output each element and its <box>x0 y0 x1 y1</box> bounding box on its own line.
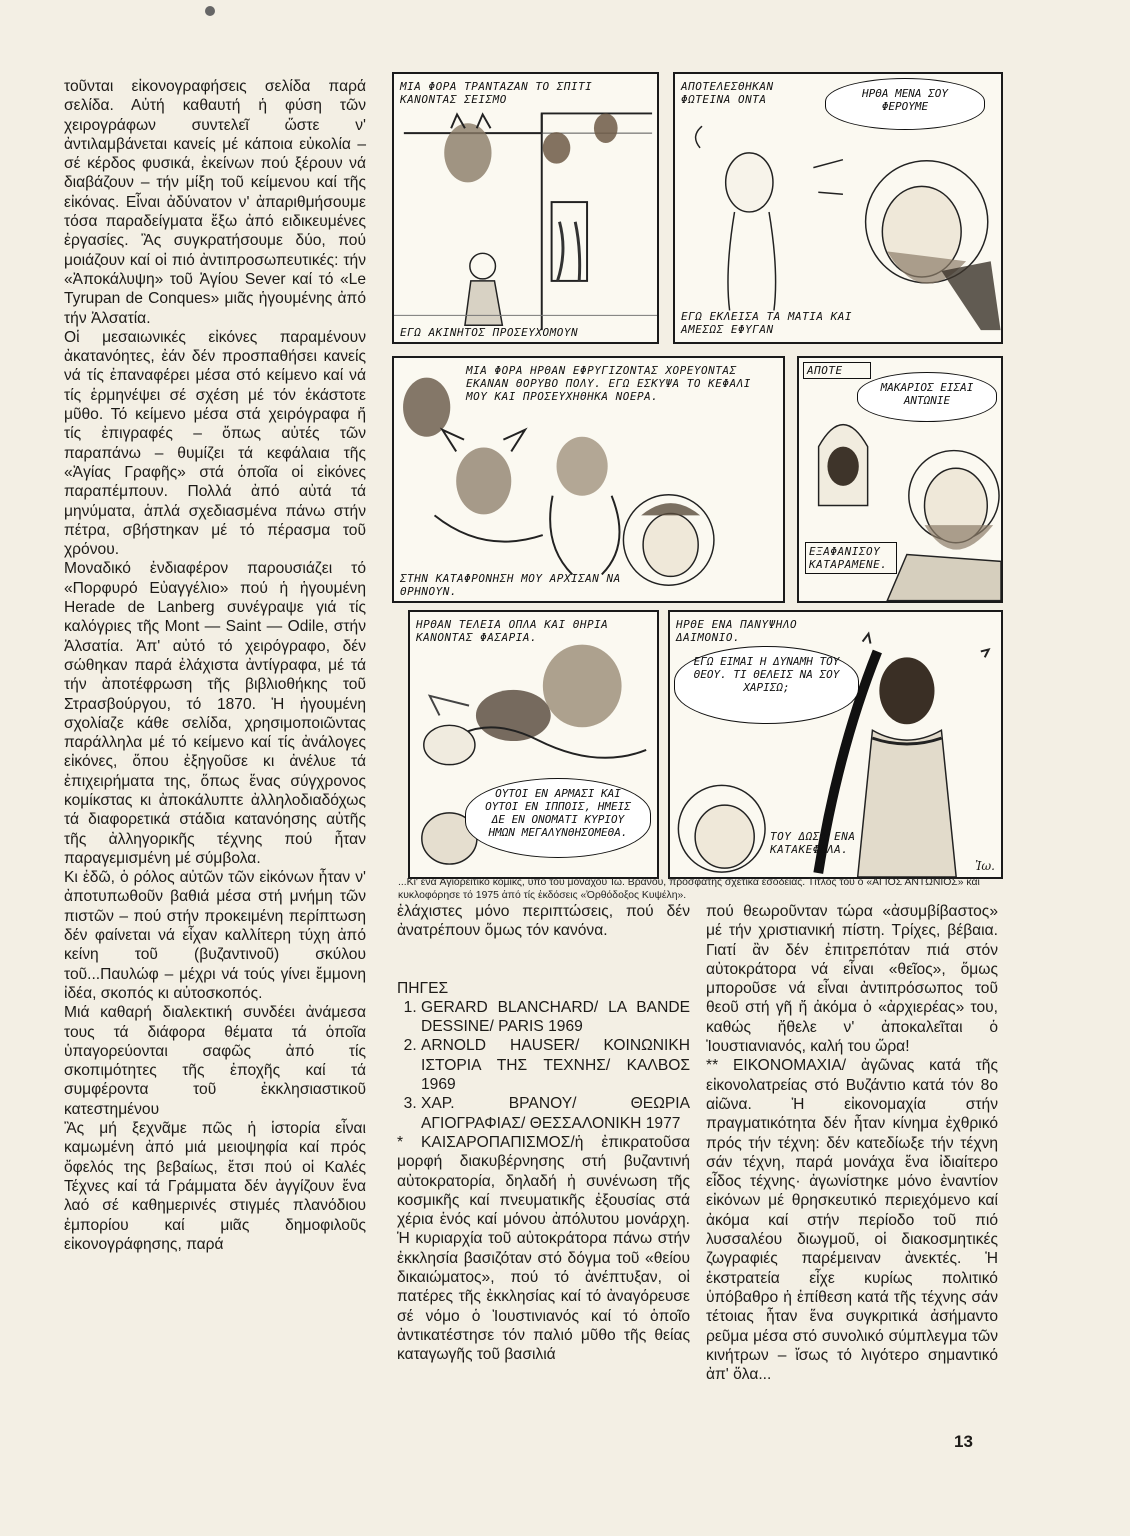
source-item: 1. GERARD BLANCHARD/ LA BANDE DESSINE/ PARIS 1969 <box>421 998 690 1037</box>
speech-bubble: ΕΓΩ ΕΙΜΑΙ Η ΔΥΝΑΜΗ ΤΟΥ ΘΕΟΥ. ΤΙ ΘΕΛΕΙΣ ΝΑ ΣΟΥ ΧΑΡΙΣΩ; <box>674 646 859 724</box>
panel-caption-top: ΜΙΑ ΦΟΡΑ ΗΡΘΑΝ ΕΦΡΥΓΙΖΟΝΤΑΣ ΧΟΡΕΥΟΝΤΑΣ ΕΚΑΝΑΝ ΘΟΡΥΒΟ ΠΟΛΥ. ΕΓΩ ΕΣΚΥΨΑ ΤΟ ΚΕΦΑΛΙ ΜΟΥ ΚΑΙ ΠΡΟΣΕΥΧΗΘΗΚΑ ΝΟΕΡΑ. <box>466 364 751 403</box>
body-paragraph: ἐλάχιστες μόνο περιπτώσεις, πού δέν ἀνατρέπουν ὅμως τόν κανόνα. <box>397 903 690 940</box>
body-paragraph: Ἂς μή ξεχνᾶμε πῶς ἡ ἱστορία εἶναι καμωμένη ἀπό μιά μειοψηφία καί πρός ὄφελός της βεβαίως, ἔτσι πού οἱ Καλές Τέχνες καί τά Γράμματα δέν ἀγγίζουν ἕνα λαό σέ καθημερινές στιγμές πλανόδιου ἐμπορίου καί μιᾶς δημοφιλοῦς εἰκονογράφησης, παρά <box>64 1120 366 1253</box>
right-text-column <box>706 902 998 1384</box>
panel-caption-top: ΗΡΘΕ ΕΝΑ ΠΑΝΥΨΗΛΟ ΔΑΙΜΟΝΙΟ. <box>676 618 798 644</box>
footnote-kaisaropapismos: * ΚΑΙΣΑΡΟΠΑΠΙΣΜΟΣ/ἡ ἐπικρατοῦσα μορφή διακυβέρνησης στή βυζαντινή αὐτοκρατορία, δηλαδή ἡ συνένωση τῆς κοσμικῆς καί πνευματικῆς ἐξουσίας στά χέρια ἑνός καί μόνου ἀπόλυτου μονάρχη. Ἡ κυριαρχία τοῦ αὐτοκράτορα πάνω στήν ἐκκλησία βασιζόταν στό δόγμα τοῦ «θείου δικαιώματος», πού τό ἀνέπτυξαν, οἱ πατέρες τῆς ἐκκλησίας καί τό ἀναγόρευσε σέ νόμο ὁ Ἰουστινιανός καί τό ὁποῖο ἀντικατέστησε τόν παλιό μῦθο τῆς θείας καταγωγῆς τοῦ βασιλιά <box>397 1133 690 1364</box>
speech-bubble: ΜΑΚΑΡΙΟΣ ΕΙΣΑΙ ΑΝΤΩΝΙΕ <box>857 372 997 422</box>
panel-1-drawing <box>394 74 657 342</box>
comic-panel-1 <box>392 72 659 344</box>
artist-signature: Ἰω. <box>975 859 995 873</box>
body-paragraph: Οἱ μεσαιωνικές εἰκόνες παραμένουν ἀκατανόητες, ἐάν δέν προσπαθήσει κανείς νά τίς ἐπαναφέρει μέσα στό κείμενο καί νά τίς ἑρμηνέψει σέ σχέση μέ τόν ἑκάστοτε μῦθο. Τό κείμενο μέσα στά χειρόγραφα ἤ τίς ἐπιγραφές – ὅπως αὐτές τῶν παραπάνω – θυμίζει τά κεφάλαια τῆς «Ἁγίας Γραφῆς» στά ὁποῖα οἱ εἰκόνες παραπέμπουν. Πολλά ἀπό αὐτά τά μηνύματα, ἁπλά σχεδιασμένα πάνω στήν πέτρα, σβήστηκαν μέ τό πέρασμα τοῦ χρόνου. <box>64 328 366 559</box>
speech-bubble: ΗΡΘΑ ΜΕΝΑ ΣΟΥ ΦΕΡΟΥΜΕ <box>825 78 985 130</box>
source-item: 3. ΧΑΡ. ΒΡΑΝΟΥ/ ΘΕΩΡΙΑ ΑΓΙΟΓΡΑΦΙΑΣ/ ΘΕΣΣΑΛΟΝΙΚΗ 1977 <box>421 1094 690 1133</box>
panel-caption-top: ΑΠΟΤΕΛΕΣΘΗΚΑΝ ΦΩΤΕΙΝΑ ΟΝΤΑ <box>681 80 774 106</box>
sources-list <box>397 979 690 1133</box>
panel-caption-bottom: ΕΓΩ ΑΚΙΝΗΤΟΣ ΠΡΟΣΕΥΧΟΜΟΥΝ <box>400 326 579 339</box>
panel-caption-top: ΜΙΑ ΦΟΡΑ ΤΡΑΝΤΑΖΑΝ ΤΟ ΣΠΙΤΙ ΚΑΝΟΝΤΑΣ ΣΕΙΣΜΟ <box>400 80 593 106</box>
panel-caption-top: ΗΡΘΑΝ ΤΕΛΕΙΑ ΟΠΛΑ ΚΑΙ ΘΗΡΙΑ ΚΑΝΟΝΤΑΣ ΦΑΣΑΡΙΑ. <box>416 618 609 644</box>
comic-panel-3 <box>392 356 785 603</box>
panel-caption-bottom: ΣΤΗΝ ΚΑΤΑΦΡΟΝΗΣΗ ΜΟΥ ΑΡΧΙΣΑΝ ΝΑ ΘΡΗΝΟΥΝ. <box>400 572 621 598</box>
body-paragraph: Κι ἐδῶ, ὁ ρόλος αὐτῶν τῶν εἰκόνων ἦταν ν' ἀποτυπωθοῦν βαθιά μέσα στή μνήμη τῶν πιστῶν – πού στήν προκειμένη περίπτωση δέν φαίνεται νά εἶχαν καλλίτερη τύχη ἀπό κείνη τοῦ (βυζαντινοῦ) σκύλου τοῦ...Παυλώφ – μέχρι νά τούς γίνει ἔμμονη ἰδέα, σκοπός κι αὐτοσκοπός. <box>64 869 366 1002</box>
panel-caption-bottom: ΕΓΩ ΕΚΛΕΙΣΑ ΤΑ ΜΑΤΙΑ ΚΑΙ ΑΜΕΣΩΣ ΕΦΥΓΑΝ <box>681 310 852 336</box>
page-number: 13 <box>954 1432 973 1451</box>
comic-panel-6 <box>668 610 1003 879</box>
comic-strip <box>392 72 1003 879</box>
source-item: 2. ARNOLD HAUSER/ ΚΟΙΝΩΝΙΚΗ ΙΣΤΟΡΙΑ ΤΗΣ ΤΕΧΝΗΣ/ ΚΑΛΒΟΣ 1969 <box>421 1036 690 1094</box>
panel-caption-top: ΑΠΟΤΕ <box>803 362 871 379</box>
panel-caption-bottom: ΕΞΑΦΑΝΙΣΟΥ ΚΑΤΑΡΑΜΕΝΕ. <box>805 542 897 574</box>
ink-spot <box>205 6 215 16</box>
body-paragraph: πού θεωροῦνταν τώρα «ἀσυμβίβαστος» μέ τήν χριστιανική πίστη. Τρίχες, βέβαια. Γιατί ἂν δέν ἐπιτρεπόταν πιά στόν αὐτοκράτορα νά εἶναι «θεῖος», ὅμως μποροῦσε νά εἶναι ἀντιπρόσωπος τοῦ θεοῦ στή γῆ ἤ ἀκόμα ὁ «ἀρχιερέας» του, καθώς ἤθελε ν' ἀποκαλεῖται ὁ Ἰουστιανιανός, καλή του ὥρα! <box>706 903 998 1056</box>
comic-panel-2 <box>673 72 1003 344</box>
left-text-column <box>64 77 366 1254</box>
comic-panel-5 <box>408 610 659 879</box>
footnote-eikonomachia: ** ΕΙΚΟΝΟΜΑΧΙΑ/ ἀγῶνας κατά τῆς εἰκονολατρείας στό Βυζάντιο κατά τόν 8ο αἰῶνα. Ἡ εἰκονομαχία στήν πραγματικότητα δέν ἦταν κίνημα ἐχθρικό πρός τήν τέχνη: δέν κατεδίωξε τήν τέχνη σάν τέχνη, παρά μονάχα ἕνα ἰδιαίτερο εἶδος τέχνης· ἀγωνίστηκε μόνο ἐναντίον εἰκόνων μέ θρησκευτικό περιεχόμενο καί ἀκόμα καί στήν περίοδο τοῦ πιό λυσσαλέου διωγμοῦ, οἱ διακοσμητικές ζωγραφιές παρέμειναν ἀνεκτές. Ἡ ἐκστρατεία εἶχε κυρίως πολιτικό ὑπόβαθρο ἡ ἐπίθεση κατά τῆς τέχνης σάν τέτοιας ἦταν ἕνα συγκριτικά ἀσήμαντο ρεῦμα μέσα στό συνολικό σύμπλεγμα τῶν κινήτρων – ἴσως τό λιγότερο σημαντικό ἀπ' ὅλα... <box>706 1057 998 1384</box>
sources-heading: ΠΗΓΕΣ <box>397 979 449 997</box>
comic-caption: ...Κι' ἕνα Ἁγιορείτικο κόμικς, ὑπό τοῦ μοναχοῦ Ἰω. Βράνου, πρόσφατης σχετικά ἐσοδείας. Τίτλος του ὁ «ΑΓΙΟΣ ΑΝΤΩΝΙΟΣ» καί κυκλοφόρησε τό 1975 ἀπό τίς ἐκδόσεις «Ὀρθόδοξος Κυψέλη». <box>398 877 980 901</box>
panel-caption-bottom: ΤΟΥ ΔΩΣΑ ΕΝΑ ΚΑΤΑΚΕΦΑΛΑ. <box>770 830 856 856</box>
comic-panel-4 <box>797 356 1003 603</box>
body-paragraph: Μοναδικό ἐνδιαφέρον παρουσιάζει τό «Πορφυρό Εὐαγγέλιο» πού ἡ ἡγουμένη Herade de Lanberg συνέγραψε γιά τίς καλόγριες τῆς Mont — Saint — Odile, στήν Ἀλσατία. Ἀπ' αὐτό τό χειρόγραφο, δέν σώθηκαν παρά ἐλάχιστα ἀντίγραφα, μέ τά τήν ἀποτέφρωση τῆς βιβλιοθήκης τοῦ Στρασβούργου, τό 1870. Ἡ ἡγουμένη σχολίαζε κάθε σελίδα, χρησιμοποιῶντας παράλληλα μέ τό κείμενο καί τίς ἀνάλογες εἰκόνες, ὅπου ἐξηγοῦσε κι ἀνέλυε τά ἐπιχειρήματα της, ὅπως ἕνας σύγχρονος κομίκστας κι ἀποκάλυπτε ἀλληλοδιαδόχως τά διαφορετικά στάδια κατανόησης αὐτῆς τῆς ἀλληγορικῆς τέχνης πού ἦταν παραγεμισμένη μέ σύμβολα. <box>64 560 366 867</box>
body-paragraph: τοῦνται εἰκονογραφήσεις σελίδα παρά σελίδα. Αὐτή καθαυτή ἡ φύση τῶν χειρογράφων συντελεῖ ὥστε ν' ἀντιλαμβάνεται κανείς μέ κάποια εὐκολία – σέ κέρδος φυσικά, ἐκείνων πού ξέρουν νά διαβάζουν – τήν μίξη τοῦ κείμενου καί τῆς εἰκόνας. Εἶναι ἀδύνατον ν' ἀπαριθμήσουμε τόσα παραδείγματα ἔξω ἀπό ειδικευμένες ἐργασίες. Ἂς συγκρατήσουμε δύο, πού μοιάζουν καί οἱ πιό ἀντιπροσωπευτικές: τήν «Ἀποκάλυψη» τοῦ Ἁγίου Sever καί τό «Le Tyrupan de Conques» μιᾶς ἡγουμένης ἀπό τήν Ἀλσατία. <box>64 78 366 327</box>
middle-text-column <box>397 902 690 1365</box>
speech-bubble: ΟΥΤΟΙ ΕΝ ΑΡΜΑΣΙ ΚΑΙ ΟΥΤΟΙ ΕΝ ΙΠΠΟΙΣ, ΗΜΕΙΣ ΔΕ ΕΝ ΟΝΟΜΑΤΙ ΚΥΡΙΟΥ ΗΜΩΝ ΜΕΓΑΛΥΝΘΗΣΟΜΕΘΑ. <box>465 778 651 858</box>
body-paragraph: Μιά καθαρή διαλεκτική συνδέει ἀνάμεσα τους τά διάφορα θέματα τά ὁποῖα ὑπαγορεύονται σαφῶς ἀπό τίς σκοπιμότητες τῆς ἐποχῆς καί τά συμφέροντα τοῦ ἐκκλησιαστικοῦ κατεστημένου <box>64 1004 366 1118</box>
